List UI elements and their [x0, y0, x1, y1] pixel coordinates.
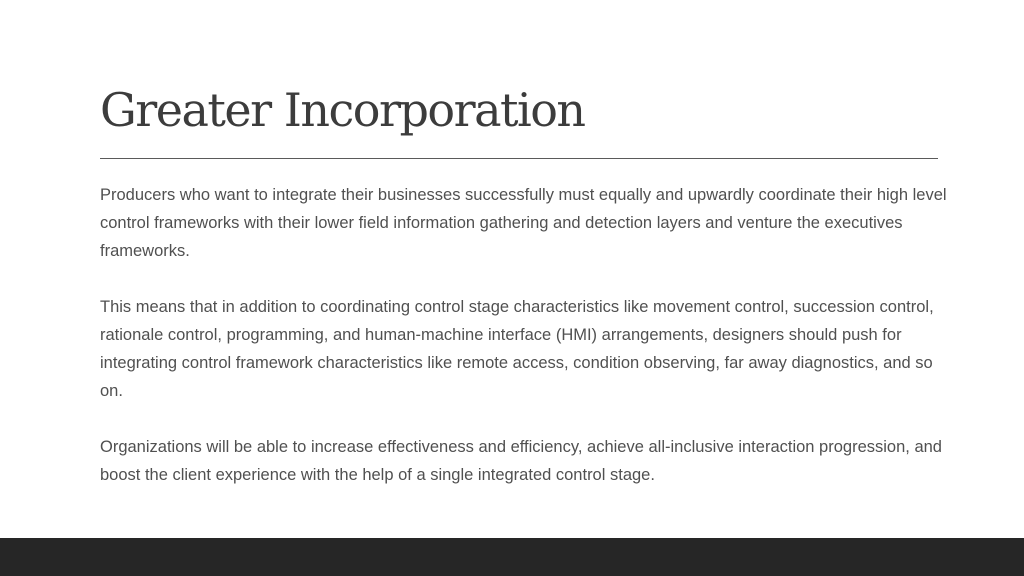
- slide-title: Greater Incorporation: [100, 83, 585, 137]
- paragraph-1: Producers who want to integrate their businesses successfully must equally and upwardly coordinate their high level control frameworks with their lower field information gathering and detection layers and venture the executives frameworks.: [100, 186, 947, 260]
- paragraph-2: This means that in addition to coordinating control stage characteristics like movement control, succession control, rationale control, programming, and human-machine interface (HMI) arrangements, designers should push for integrating control framework characteristics like remote access, condition observing, far away diagnostics, and so on.: [100, 298, 934, 400]
- title-divider: [100, 158, 938, 159]
- footer-bar: [0, 538, 1024, 576]
- paragraph-3: Organizations will be able to increase effectiveness and efficiency, achieve all-inclusive interaction progression, and boost the client experience with the help of a single integrated control stage.: [100, 438, 942, 484]
- slide-body: [100, 181, 950, 517]
